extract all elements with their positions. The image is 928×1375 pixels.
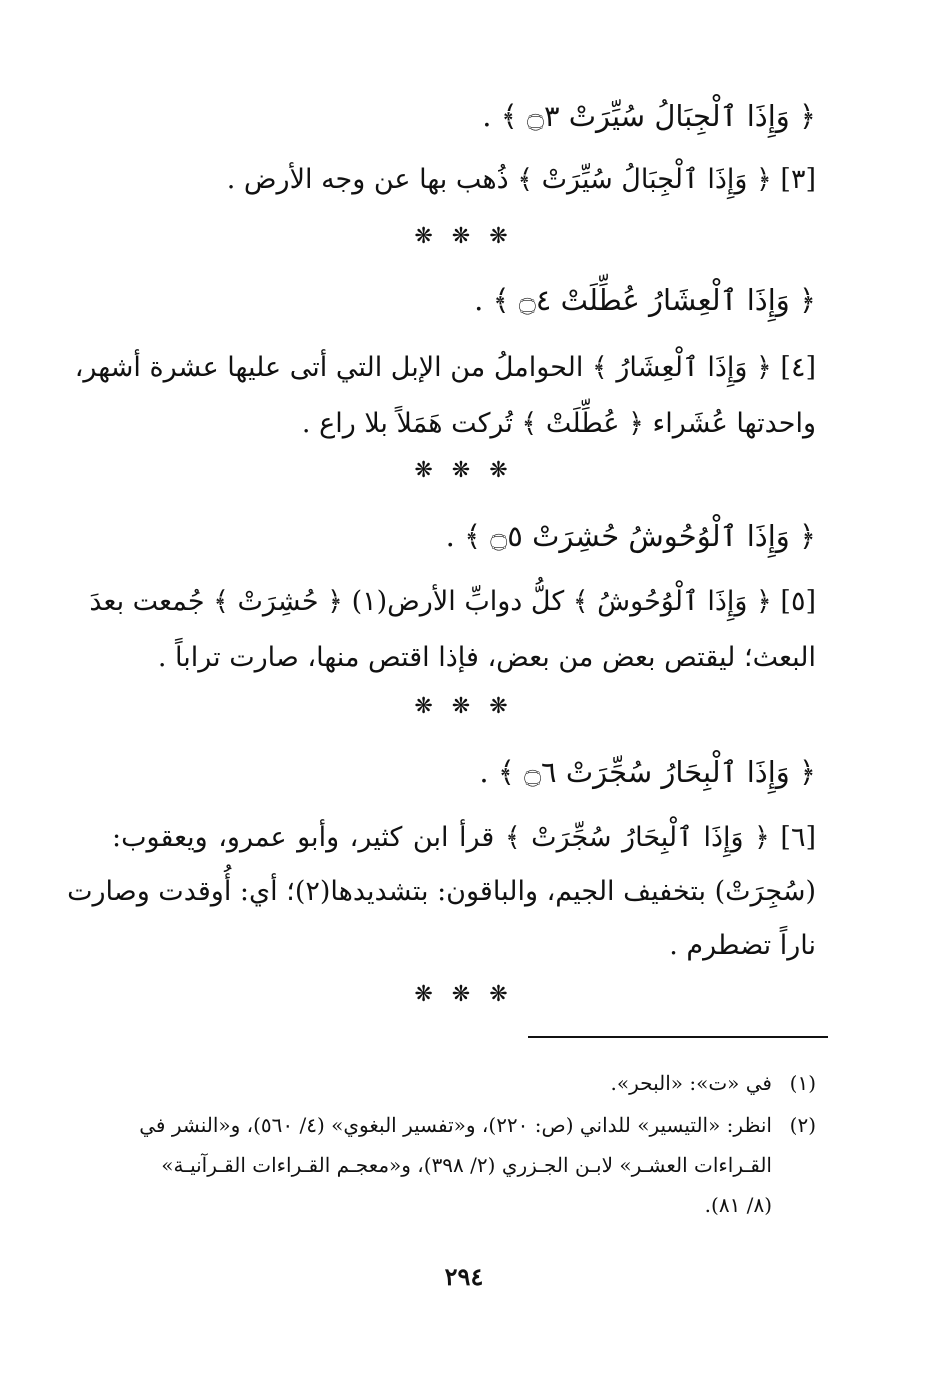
footnote-1-text: في «ت»: «البحر». bbox=[610, 1071, 772, 1095]
verse-line-5: ﴿ وَإِذَا ٱلْوُحُوشُ حُشِرَتْ ۝٥ ﴾ . bbox=[445, 519, 816, 553]
footnote-2-text-line-1: انظر: «التيسير» للداني (ص: ٢٢٠)، و«تفسير البغوي» (٤/ ٥٦٠)، و«النشر في bbox=[139, 1113, 772, 1137]
footnote-rule bbox=[528, 1036, 828, 1038]
footnote-2-text-line-3: (٨/ ٨١). bbox=[704, 1193, 772, 1217]
commentary-5-line-1: [٥] ﴿ وَإِذَا ٱلْوُحُوشُ ﴾ كلُّ دوابِّ الأرض(١) ﴿ حُشِرَتْ ﴾ جُمعت بعدَ bbox=[89, 586, 816, 617]
commentary-5-line-2: البعث؛ ليقتص بعض من بعض، فإذا اقتص منها، صارت تراباً . bbox=[157, 642, 816, 673]
commentary-6-line-1: [٦] ﴿ وَإِذَا ٱلْبِحَارُ سُجِّرَتْ ﴾ قرأ ابن كثير، وأبو عمرو، ويعقوب: bbox=[112, 822, 816, 853]
commentary-4-line-1: [٤] ﴿ وَإِذَا ٱلْعِشَارُ ﴾ الحواملُ من الإبل التي أتى عليها عشرة أشهر، bbox=[74, 352, 816, 383]
verse-line-6: ﴿ وَإِذَا ٱلْبِحَارُ سُجِّرَتْ ۝٦ ﴾ . bbox=[479, 755, 816, 789]
section-separator: ❋ ❋ ❋ bbox=[414, 694, 514, 719]
verse-line-4: ﴿ وَإِذَا ٱلْعِشَارُ عُطِّلَتْ ۝٤ ﴾ . bbox=[474, 283, 816, 317]
commentary-6-line-2: (سُجِرَتْ) بتخفيف الجيم، والباقون: بتشديدها(٢)؛ أي: أُوقدت وصارت bbox=[67, 876, 816, 907]
commentary-6-line-3: ناراً تضطرم . bbox=[669, 930, 816, 961]
commentary-4-line-2: واحدتها عُشَراء ﴿ عُطِّلَتْ ﴾ تُركت هَمَلاً بلا راع . bbox=[301, 408, 816, 439]
verse-line-3: ﴿ وَإِذَا ٱلْجِبَالُ سُيِّرَتْ ۝٣ ﴾ . bbox=[482, 99, 816, 133]
footnote-1 bbox=[112, 1066, 816, 1100]
page-number: ٢٩٤ bbox=[444, 1262, 484, 1291]
footnote-2-number: (٢) bbox=[789, 1113, 816, 1137]
section-separator: ❋ ❋ ❋ bbox=[414, 224, 514, 249]
section-separator: ❋ ❋ ❋ bbox=[414, 458, 514, 483]
footnote-1-number: (١) bbox=[789, 1071, 816, 1095]
commentary-3-line-1: [٣] ﴿ وَإِذَا ٱلْجِبَالُ سُيِّرَتْ ﴾ ذُهب بها عن وجه الأرض . bbox=[226, 164, 816, 195]
section-separator: ❋ ❋ ❋ bbox=[414, 982, 514, 1007]
footnote-2 bbox=[112, 1108, 816, 1142]
footnote-2-text-line-2: القـراءات العشـر» لابـن الجـزري (٢/ ٣٩٨)، و«معجـم القـراءات القـرآنيـة» bbox=[161, 1153, 772, 1177]
